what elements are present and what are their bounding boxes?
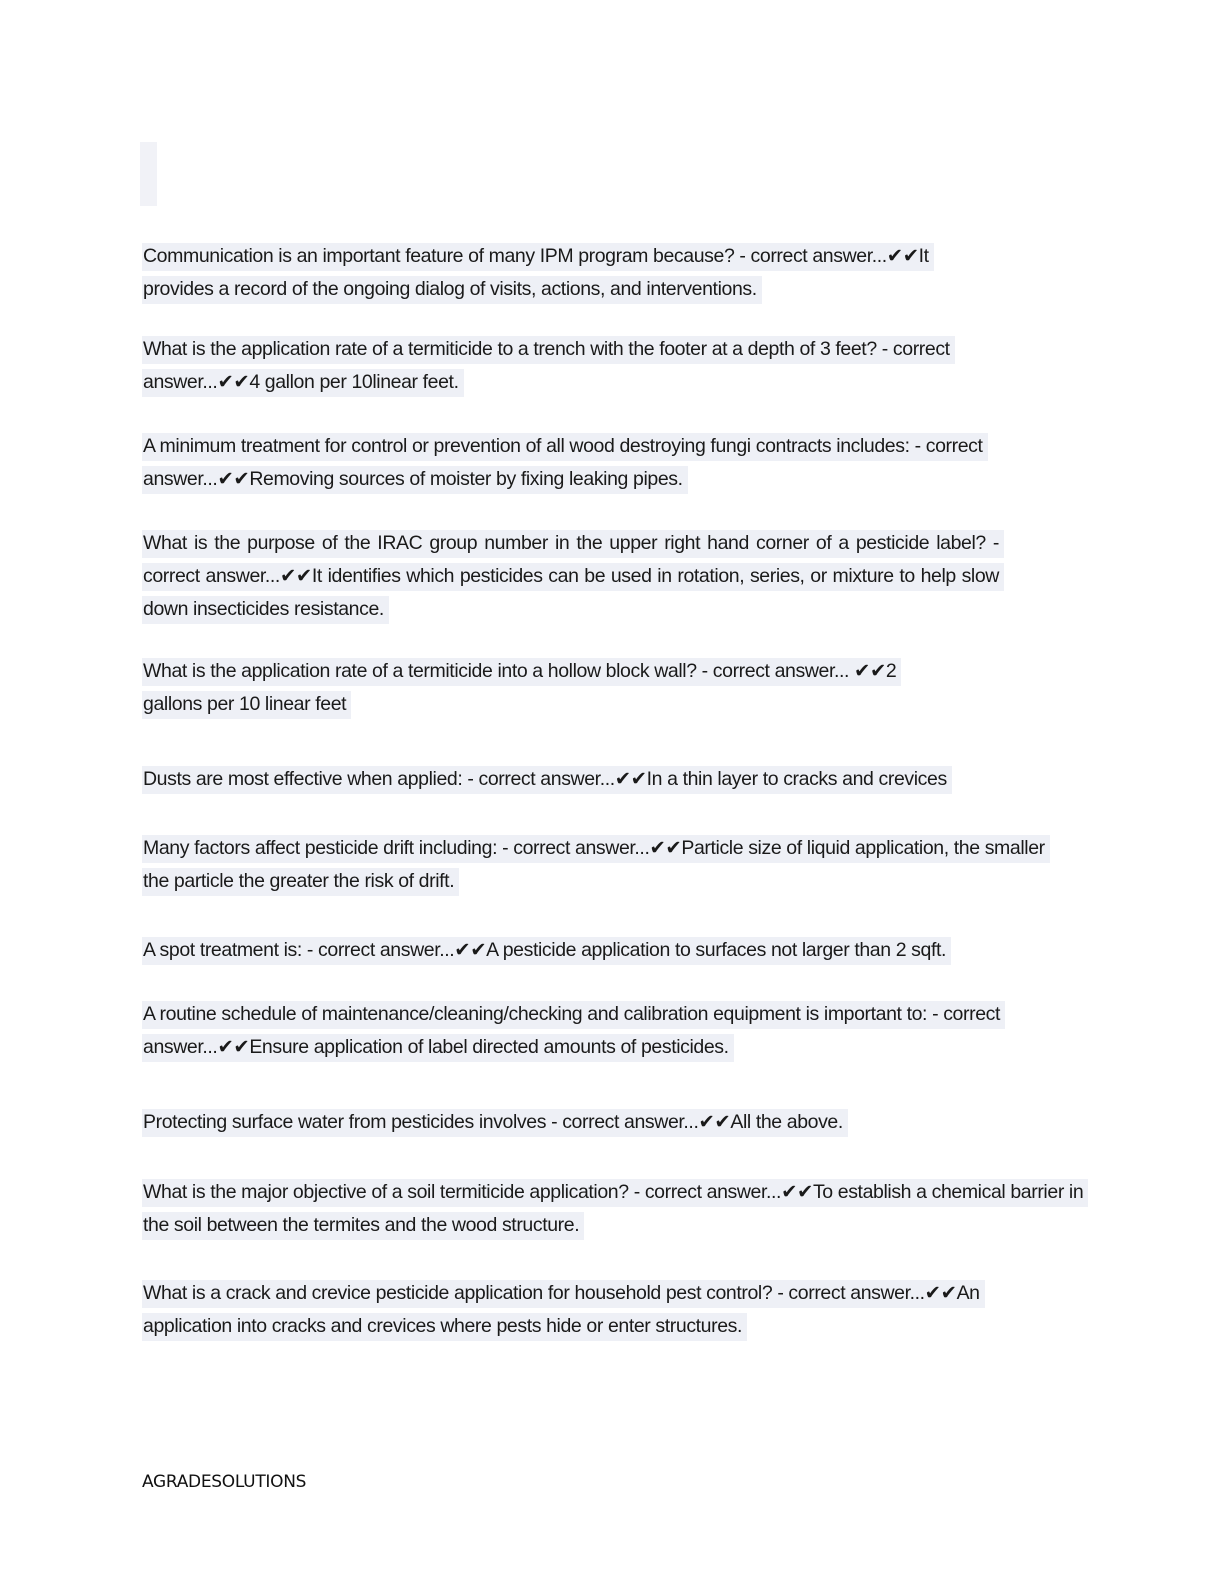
- qa-item-text: Protecting surface water from pesticides involves - correct answer...✔✔All the above.: [142, 1109, 848, 1137]
- qa-item-text: What is the application rate of a termiticide to a trench with the footer at a depth of 3 feet? - correct answer...✔✔4 gallon per 10linear feet.: [142, 336, 955, 397]
- header-placeholder-block: [140, 142, 157, 206]
- qa-item-8: [142, 934, 1087, 967]
- qa-item-text: Communication is an important feature of many IPM program because? - correct answer...✔✔It provides a record of the ongoing dialog of visits, actions, and interventions.: [142, 243, 934, 304]
- qa-item-text: What is a crack and crevice pesticide application for household pest control? - correct answer...✔✔An application into cracks and crevices where pests hide or enter structures.: [142, 1280, 985, 1341]
- qa-item-text: What is the major objective of a soil termiticide application? - correct answer...✔✔To establish a chemical barrier in the soil between the termites and the wood structure.: [142, 1179, 1088, 1240]
- qa-item-text: A minimum treatment for control or prevention of all wood destroying fungi contracts includes: - correct answer...✔✔Removing sources of moister by fixing leaking pipes.: [142, 433, 988, 494]
- qa-item-text: Many factors affect pesticide drift including: - correct answer...✔✔Particle size of liquid application, the smaller the particle the greater the risk of drift.: [142, 835, 1050, 896]
- qa-item-1: [142, 240, 1002, 306]
- qa-item-5: [142, 655, 922, 721]
- qa-item-text: A spot treatment is: - correct answer...✔✔A pesticide application to surfaces not larger than 2 sqft.: [142, 937, 951, 965]
- qa-item-4: [142, 527, 1004, 626]
- qa-item-text: Dusts are most effective when applied: - correct answer...✔✔In a thin layer to cracks and crevices: [142, 766, 952, 794]
- qa-item-text: What is the purpose of the IRAC group number in the upper right hand corner of a pesticide label? - correct answer...✔✔It identifies which pesticides can be used in rotation, series, or mixture to help slow down insecticides resistance.: [142, 530, 1004, 624]
- qa-item-10: [142, 1106, 1087, 1139]
- qa-item-7: [142, 832, 1072, 898]
- qa-item-11: [142, 1176, 1087, 1242]
- qa-item-text: What is the application rate of a termiticide into a hollow block wall? - correct answer... ✔✔2 gallons per 10 linear feet: [142, 658, 901, 719]
- qa-item-2: [142, 333, 1032, 399]
- footer-brand: AGRADESOLUTIONS: [142, 1472, 307, 1492]
- qa-item-text: A routine schedule of maintenance/cleaning/checking and calibration equipment is important to: - correct answer...✔✔Ensure application of label directed amounts of pesticides.: [142, 1001, 1005, 1062]
- qa-item-9: [142, 998, 1027, 1064]
- qa-item-12: [142, 1277, 1052, 1343]
- qa-item-3: [142, 430, 1087, 496]
- qa-item-6: [142, 763, 1087, 796]
